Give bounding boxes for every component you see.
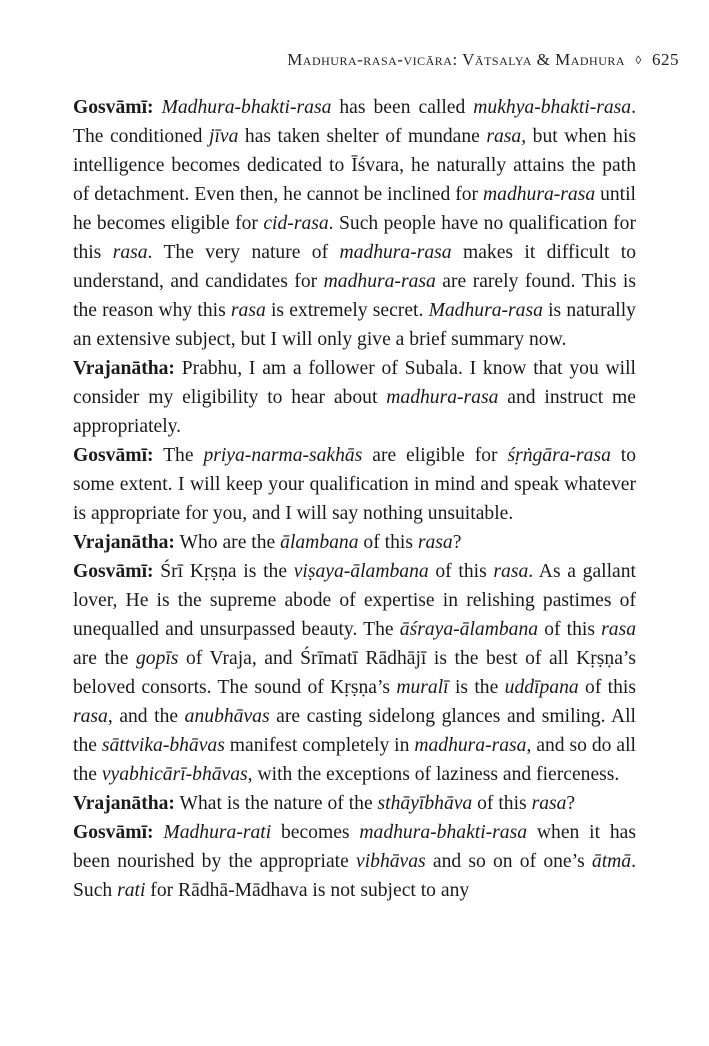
text-run: are rarely found. This is the reason why this [73, 271, 636, 321]
page-number: 625 [652, 50, 679, 69]
text-run: is extremely secret. [265, 300, 429, 321]
text-run: . Such people have no qualification for this [73, 213, 636, 263]
speaker-label: Gosvāmī: [73, 97, 154, 118]
text-run: are eligible for [362, 445, 508, 466]
text-run: of this [428, 561, 494, 582]
speaker-label: Vrajanātha: [73, 358, 175, 379]
text-run: is the [448, 677, 505, 698]
text-run: What is the nature of the [179, 793, 378, 814]
dialogue-paragraph [73, 789, 636, 818]
running-head [287, 50, 679, 70]
text-run: The [163, 445, 204, 466]
dialogue-paragraph [73, 557, 636, 789]
italic-term: rasa [531, 793, 567, 814]
text-run: , but when his intelligence becomes dedicated to Īśvara, he naturally attains the path of detachment. Even then, he cannot be inclined for [73, 126, 637, 205]
paragraph-content [73, 445, 636, 524]
italic-term: cid-rasa [263, 213, 329, 234]
paragraph-content [73, 561, 636, 785]
text-run: of this [358, 532, 418, 553]
text-run: until he becomes eligible for [73, 184, 636, 234]
text-run: , and the [107, 706, 185, 727]
paragraph-content [180, 793, 576, 814]
text-run: are the [73, 648, 136, 669]
text-run: . As a gallant lover, He is the supreme abode of expertise in relishing pastimes of unequalled and unsurpassed beauty. The [73, 561, 636, 640]
italic-term: madhura-rasa [339, 242, 452, 263]
text-run: and instruct me appropriately. [73, 387, 636, 437]
speaker-label: Gosvāmī: [73, 445, 154, 466]
text-run: . The very nature of [147, 242, 340, 263]
italic-term: madhura-rasa [386, 387, 499, 408]
text-run: for Rādhā-Mādhava is not subject to any [145, 880, 470, 901]
text-run: ? [452, 532, 462, 553]
text-run: of this [472, 793, 532, 814]
text-run: ? [566, 793, 576, 814]
speaker-label: Gosvāmī: [73, 822, 154, 843]
paragraph-content [180, 532, 462, 553]
text-run: Śrī Kṛṣṇa is the [160, 561, 294, 582]
italic-term: jīva [209, 126, 239, 147]
italic-term: vyabhicārī-bhāvas [101, 764, 248, 785]
dialogue-paragraph [73, 354, 636, 441]
text-run: . Such [73, 851, 636, 901]
italic-term: ātmā [591, 851, 632, 872]
paragraph-content [73, 97, 636, 350]
text-run: is naturally an extensive subject, but I will only give a brief summary now. [73, 300, 636, 350]
italic-term: rasa [486, 126, 522, 147]
italic-term: Madhura-rati [163, 822, 272, 843]
paragraph-content [73, 822, 636, 901]
text-run: of this [578, 677, 636, 698]
italic-term: madhura-rasa [323, 271, 436, 292]
text-run: , with the exceptions of laziness and fierceness. [247, 764, 620, 785]
speaker-label: Gosvāmī: [73, 561, 154, 582]
text-run: are casting sidelong glances and smiling. All the [73, 706, 636, 756]
dialogue-paragraph [73, 93, 636, 354]
italic-term: rasa [493, 561, 529, 582]
italic-term: rasa [112, 242, 148, 263]
diamond-separator-icon: ◊ [635, 53, 642, 67]
italic-term: muralī [396, 677, 449, 698]
italic-term: anubhāvas [184, 706, 270, 727]
italic-term: mukhya-bhakti-rasa [473, 97, 632, 118]
italic-term: viṣaya-ālambana [293, 561, 429, 582]
italic-term: rasa [601, 619, 637, 640]
italic-term: sāttvika-bhāvas [101, 735, 225, 756]
italic-term: Madhura-rasa [428, 300, 543, 321]
text-run: , and so do all the [73, 735, 636, 785]
text-run: of Vraja, and Śrīmatī Rādhājī is the best of all Kṛṣṇa’s beloved consorts. The sound of Kṛṣṇa’s [73, 648, 636, 698]
text-run: Prabhu, I am a follower of Subala. I know that you will consider my eligibility to hear about [73, 358, 636, 408]
italic-term: rasa [73, 706, 108, 727]
text-run: has been called [331, 97, 474, 118]
italic-term: śṛṅgāra-rasa [507, 445, 611, 466]
italic-term: ālambana [280, 532, 359, 553]
italic-term: gopīs [135, 648, 179, 669]
running-head-title: Madhura-rasa-vicāra: Vātsalya & Madhura [287, 50, 626, 69]
italic-term: madhura-rasa [483, 184, 596, 205]
text-run: makes it difficult to understand, and candidates for [73, 242, 637, 292]
body-text [73, 93, 636, 905]
text-run: has taken shelter of mundane [238, 126, 487, 147]
italic-term: rasa [230, 300, 266, 321]
italic-term: sthāyībhāva [377, 793, 473, 814]
text-run: of this [538, 619, 602, 640]
text-run: to some extent. I will keep your qualification in mind and speak whatever is appropriate for you, and I will say nothing unsuitable. [73, 445, 637, 524]
italic-term: Madhura-bhakti-rasa [161, 97, 332, 118]
text-run: manifest completely in [224, 735, 415, 756]
text-run: Who are the [179, 532, 281, 553]
speaker-label: Vrajanātha: [73, 532, 175, 553]
speaker-label: Vrajanātha: [73, 793, 175, 814]
text-run: . The conditioned [73, 97, 636, 147]
text-run: and so on of one’s [425, 851, 592, 872]
italic-term: rati [117, 880, 146, 901]
dialogue-paragraph [73, 528, 636, 557]
dialogue-paragraph [73, 818, 636, 905]
text-run: becomes [271, 822, 360, 843]
italic-term: vibhāvas [356, 851, 426, 872]
italic-term: priya-narma-sakhās [203, 445, 363, 466]
text-run: when it has been nourished by the appropriate [73, 822, 636, 872]
italic-term: rasa [417, 532, 453, 553]
italic-term: āśraya-ālambana [399, 619, 539, 640]
italic-term: madhura-rasa [414, 735, 527, 756]
dialogue-paragraph [73, 441, 636, 528]
italic-term: uddīpana [504, 677, 579, 698]
italic-term: madhura-bhakti-rasa [359, 822, 528, 843]
